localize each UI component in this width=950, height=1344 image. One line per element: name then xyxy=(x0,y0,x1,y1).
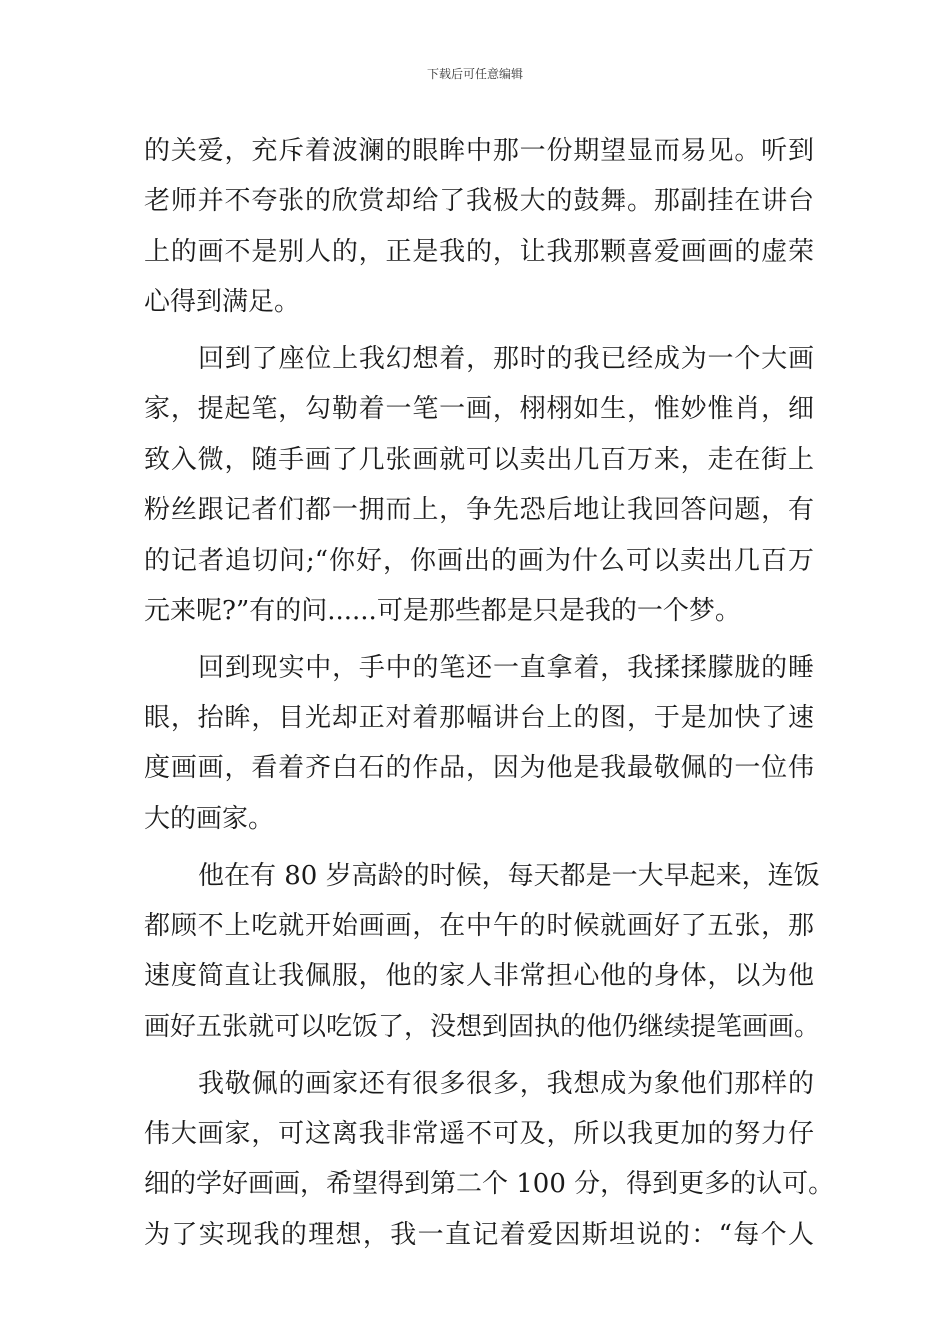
text-line: 细的学好画画，希望得到第二个 100 分，得到更多的认可。 xyxy=(144,1169,835,1200)
text-line: 回到现实中，手中的笔还一直拿着，我揉揉朦胧的睡 xyxy=(198,652,814,683)
text-line: 眼，抬眸，目光却正对着那幅讲台上的图，于是加快了速 xyxy=(144,703,814,734)
paragraph xyxy=(144,1059,835,1261)
text-line: 粉丝跟记者们都一拥而上，争先恐后地让我回答问题，有 xyxy=(144,495,814,526)
text-line: 都顾不上吃就开始画画，在中午的时候就画好了五张，那 xyxy=(144,911,814,942)
text-line: 为了实现我的理想，我一直记着爱因斯坦说的：“每个人 xyxy=(144,1219,814,1250)
text-line: 大的画家。 xyxy=(144,803,275,834)
paragraph xyxy=(144,643,814,845)
text-line: 元来呢?”有的问......可是那些都是只是我的一个梦。 xyxy=(144,595,741,626)
text-line: 伟大画家，可这离我非常遥不可及，所以我更加的努力仔 xyxy=(144,1118,814,1149)
text-line: 老师并不夸张的欣赏却给了我极大的鼓舞。那副挂在讲台 xyxy=(144,186,814,217)
paragraph xyxy=(144,851,821,1053)
text-line: 家，提起笔，勾勒着一笔一画，栩栩如生，惟妙惟肖，细 xyxy=(144,394,814,425)
text-line: 他在有 80 岁高龄的时候，每天都是一大早起来，连饭 xyxy=(198,860,820,891)
text-line: 上的画不是别人的，正是我的，让我那颗喜爱画画的虚荣 xyxy=(144,236,814,267)
text-line: 度画画，看着齐白石的作品，因为他是我最敬佩的一位伟 xyxy=(144,753,814,784)
document-body xyxy=(144,126,835,1260)
text-line: 我敬佩的画家还有很多很多，我想成为象他们那样的 xyxy=(198,1068,814,1099)
text-line: 致入微，随手画了几张画就可以卖出几百万来，走在街上 xyxy=(144,444,814,475)
page-header: 下载后可任意编辑 xyxy=(426,67,523,81)
paragraph xyxy=(144,334,814,636)
text-line: 速度简直让我佩服，他的家人非常担心他的身体，以为他 xyxy=(144,961,814,992)
text-line: 画好五张就可以吃饭了，没想到固执的他仍继续提笔画画。 xyxy=(144,1011,821,1042)
text-line: 心得到满足。 xyxy=(144,287,301,318)
paragraph xyxy=(144,126,814,328)
text-line: 的记者追切问;“你好，你画出的画为什么可以卖出几百万 xyxy=(144,545,814,576)
text-line: 回到了座位上我幻想着，那时的我已经成为一个大画 xyxy=(198,343,814,374)
text-line: 的关爱，充斥着波澜的眼眸中那一份期望显而易见。听到 xyxy=(144,136,814,166)
